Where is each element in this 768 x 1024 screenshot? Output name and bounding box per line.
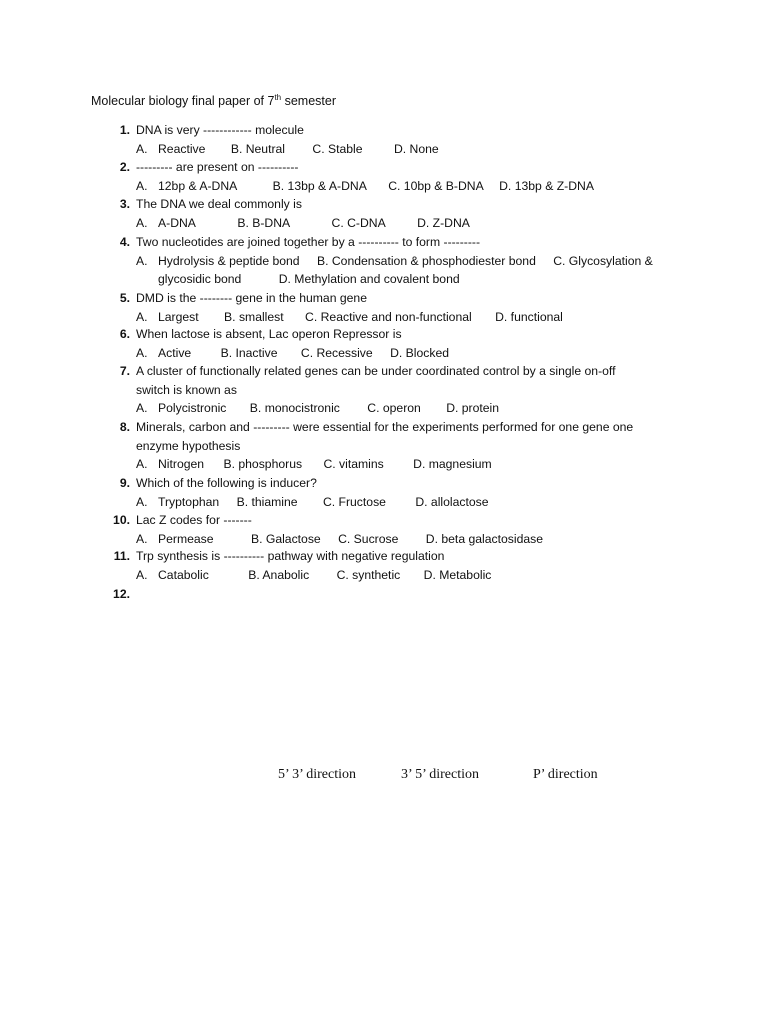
option-c: C. C-DNA xyxy=(331,215,386,230)
question-number: 2. xyxy=(119,160,130,174)
option-d: D. magnesium xyxy=(413,457,492,472)
option-c: C. operon xyxy=(367,401,421,416)
page-title: Molecular biology final paper of 7th semester xyxy=(91,93,337,108)
option-b: B. Inactive xyxy=(220,345,278,360)
option-b: B. Condensation & phosphodiester bond xyxy=(316,253,536,268)
question-stem-continued: switch is known as xyxy=(136,382,237,397)
question-stem: When lactose is absent, Lac operon Repressor is xyxy=(136,327,402,341)
option-a: A. Hydrolysis & peptide bond xyxy=(136,253,300,268)
question-number: 4. xyxy=(119,235,130,249)
question-number: 1. xyxy=(119,123,130,137)
direction-3-5: 3’ 5’ direction xyxy=(401,767,480,782)
option-c: C. vitamins xyxy=(323,457,384,472)
option-a: A. Active xyxy=(136,345,192,360)
options-row xyxy=(136,214,470,233)
options-row xyxy=(136,455,492,474)
direction-5-3: 5’ 3’ direction xyxy=(278,767,357,782)
option-c: C. Fructose xyxy=(322,494,386,509)
option-b: B. smallest xyxy=(224,309,284,324)
question-number: 11. xyxy=(113,549,130,563)
option-a: A. Permease xyxy=(136,531,214,546)
option-c: C. Recessive xyxy=(300,345,373,360)
option-d: D. protein xyxy=(446,401,500,416)
question-number: 7. xyxy=(119,364,130,378)
option-a: A. Largest xyxy=(136,309,199,324)
question-number: 9. xyxy=(119,476,130,490)
question-stem: DNA is very ------------ molecule xyxy=(136,123,304,137)
options-row xyxy=(136,308,563,327)
question-number: 8. xyxy=(119,420,130,434)
options-row xyxy=(136,399,499,418)
option-b: B. phosphorus xyxy=(223,457,303,472)
option-b: B. Anabolic xyxy=(248,567,310,582)
option-d: D. allolactose xyxy=(415,494,489,509)
option-d: D. Z-DNA xyxy=(417,215,470,230)
direction-p: P’ direction xyxy=(533,767,598,782)
question-stem: A cluster of functionally related genes can be under coordinated control by a single on-off xyxy=(136,364,616,378)
option-c: C. Stable xyxy=(312,141,363,156)
options-row xyxy=(136,177,594,196)
options-row xyxy=(136,566,491,585)
question-stem: Minerals, carbon and --------- were essential for the experiments performed for one gene one xyxy=(136,420,634,434)
question-stem: Lac Z codes for ------- xyxy=(136,513,252,527)
option-c-continued: glycosidic bond xyxy=(158,272,242,287)
option-c: C. 10bp & B-DNA xyxy=(388,178,484,193)
question-number: 6. xyxy=(119,327,130,341)
options-row xyxy=(136,493,489,512)
option-c: C. synthetic xyxy=(336,567,401,582)
option-d: D. Methylation and covalent bond xyxy=(278,272,460,287)
option-b: B. Galactose xyxy=(250,531,321,546)
question-number: 3. xyxy=(119,197,130,211)
option-a: A. Catabolic xyxy=(136,567,209,582)
option-d: D. functional xyxy=(495,309,563,324)
option-c: C. Reactive and non-functional xyxy=(305,309,472,324)
options-row xyxy=(136,252,653,289)
option-b: B. Neutral xyxy=(230,141,286,156)
question-stem: Two nucleotides are joined together by a ---------- to form --------- xyxy=(136,235,481,249)
options-row xyxy=(136,530,543,549)
option-d: D. 13bp & Z-DNA xyxy=(499,178,594,193)
option-a: A. A-DNA xyxy=(136,215,196,230)
option-d: D. Metabolic xyxy=(423,567,492,582)
option-a: A. Polycistronic xyxy=(136,401,227,416)
option-d: D. None xyxy=(393,141,439,156)
option-a: A. Tryptophan xyxy=(136,494,220,509)
option-a: A. Nitrogen xyxy=(136,457,205,472)
option-b: B. 13bp & A-DNA xyxy=(272,178,367,193)
option-a: A. Reactive xyxy=(136,141,206,156)
option-d: D. beta galactosidase xyxy=(425,531,544,546)
question-stem-continued: enzyme hypothesis xyxy=(136,438,241,453)
question-stem: Trp synthesis is ---------- pathway with negative regulation xyxy=(136,549,445,563)
question-stem: --------- are present on ---------- xyxy=(136,160,299,174)
option-b: B. monocistronic xyxy=(249,401,340,416)
option-c: C. Glycosylation & xyxy=(553,253,653,268)
option-b: B. thiamine xyxy=(236,494,298,509)
option-d: D. Blocked xyxy=(390,345,450,360)
options-row xyxy=(136,140,439,159)
option-a: A. 12bp & A-DNA xyxy=(136,178,238,193)
question-stem: DMD is the -------- gene in the human gene xyxy=(136,291,367,305)
question-stem: The DNA we deal commonly is xyxy=(136,197,302,211)
option-b: B. B-DNA xyxy=(237,215,291,230)
question-number: 12. xyxy=(113,587,130,601)
options-row xyxy=(136,344,449,363)
question-number: 10. xyxy=(113,513,130,527)
option-c: C. Sucrose xyxy=(338,531,399,546)
question-number: 5. xyxy=(119,291,130,305)
question-stem: Which of the following is inducer? xyxy=(136,476,317,490)
